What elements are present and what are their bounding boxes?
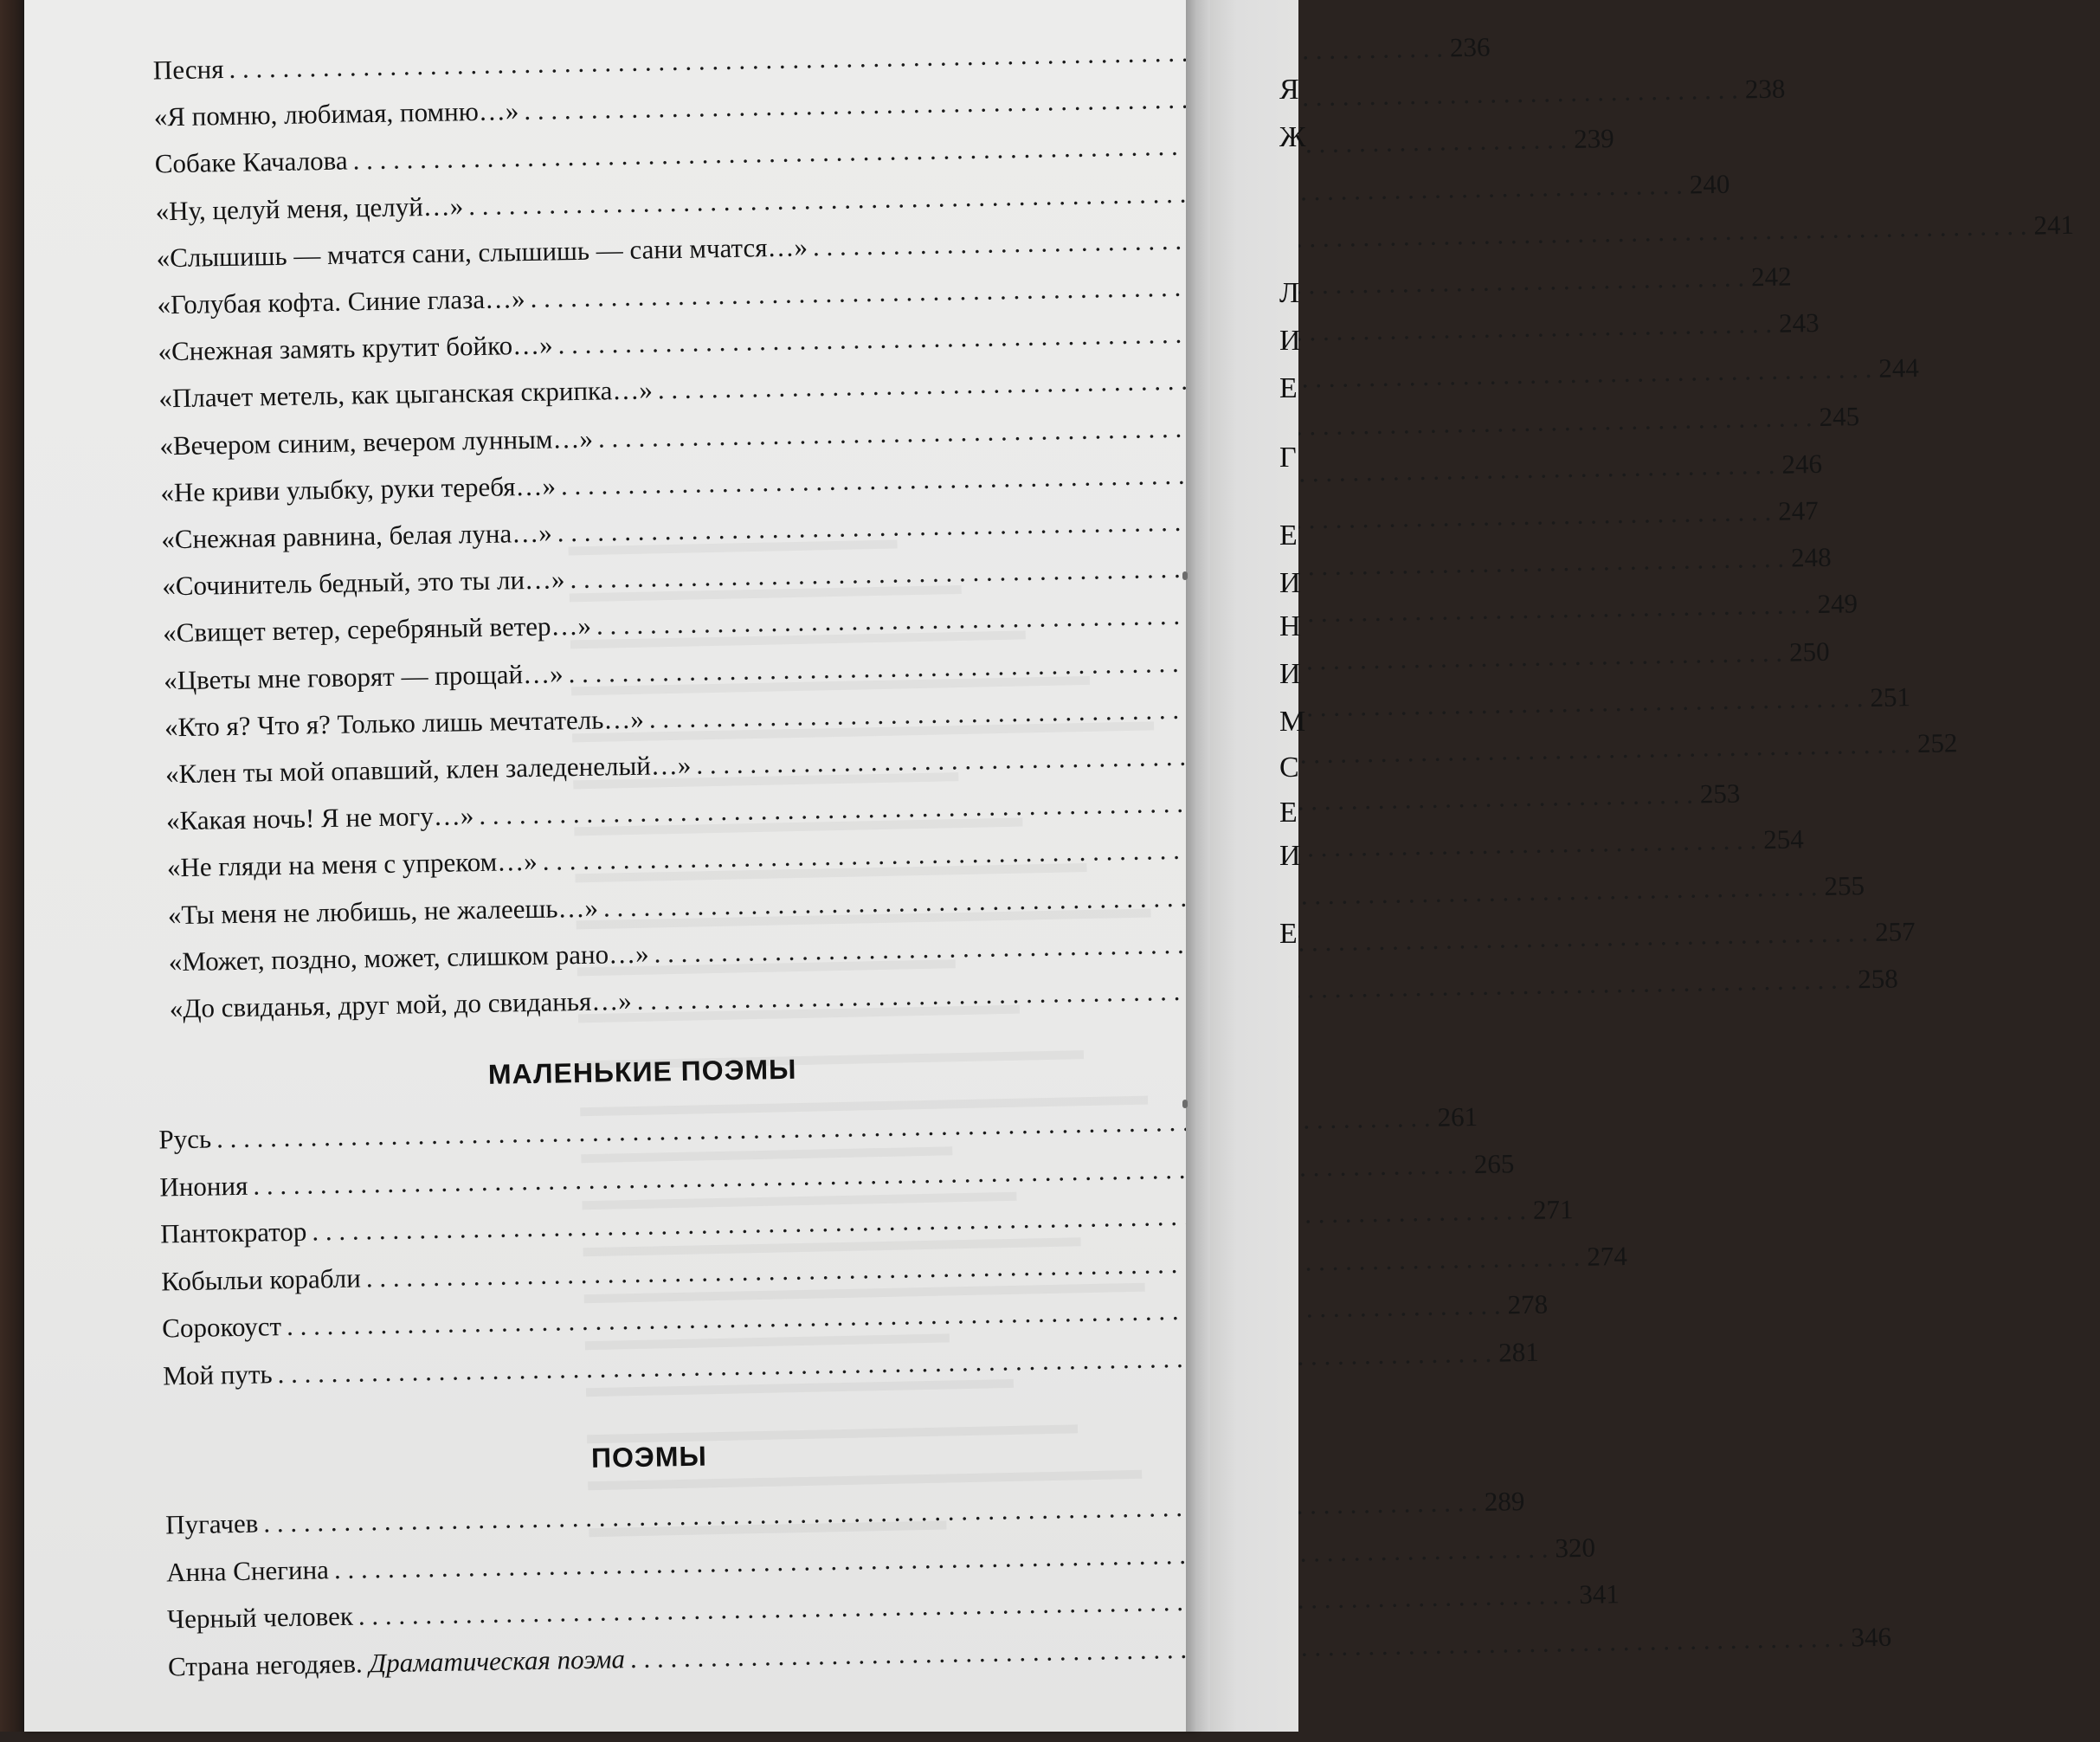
toc-entry-title (167, 842, 544, 887)
right-page-letter: И (1279, 840, 1301, 872)
right-page-letter: И (1279, 325, 1301, 357)
right-page-letter: С (1279, 752, 1299, 784)
toc-entry-page: 346 (1851, 1621, 1892, 1653)
toc-entry-title (160, 1212, 312, 1253)
toc-entry-title (160, 467, 561, 512)
toc-entry (166, 1578, 1620, 1638)
toc-entry-title-text: Песня (152, 54, 224, 86)
toc-entry (158, 307, 1820, 371)
toc-entry-page: 281 (1498, 1336, 1539, 1368)
toc-entry (157, 261, 1792, 324)
toc-entry-page: 257 (1874, 915, 1916, 947)
toc-entry-page: 255 (1824, 869, 1865, 901)
toc-entry-title-text: «Какая ночь! Я не могу…» (165, 800, 474, 836)
show-through-line (580, 1108, 952, 1163)
toc-entry-page: 236 (1449, 31, 1491, 63)
right-page-letter: Л (1279, 277, 1300, 309)
show-through-texture (568, 496, 1195, 1537)
toc-entry-title (165, 1505, 264, 1545)
toc-entry-title-text: «Я помню, любимая, помню…» (153, 95, 519, 132)
toc-entry-title (168, 1640, 631, 1686)
toc-entry-title (154, 142, 353, 184)
toc-entry-page: 250 (1788, 636, 1830, 668)
toc-entry-title-text: Страна негодяев. (167, 1648, 363, 1681)
toc-entry (153, 73, 1786, 137)
toc-entry (165, 1532, 1596, 1591)
toc-entry-title-text: Пугачев (164, 1507, 259, 1540)
show-through-line (569, 547, 962, 602)
toc-entry-title-text: «Вечером синим, вечером лунным…» (159, 423, 594, 461)
toc-entry-page: 341 (1579, 1578, 1620, 1610)
show-through-line (568, 502, 898, 556)
toc-entry (167, 1621, 1892, 1686)
toc-entry-page: 245 (1819, 400, 1860, 432)
toc-entry-title-text: «Снежная замять крутит бойко…» (158, 329, 553, 367)
toc-entry-title-text: «Слышишь — мчатся сани, слышишь — сани мчатся…» (156, 231, 808, 274)
toc-entry-title-text: «Может, поздно, может, слишком рано…» (168, 938, 649, 977)
toc-entry-title-text: Мой путь (162, 1358, 273, 1391)
toc-entry-subtitle: Драматическая поэма (369, 1642, 626, 1678)
toc-entry-title (158, 326, 558, 371)
toc-entry-title (159, 1166, 254, 1206)
toc-entry-title-text: Анна Снегина (165, 1553, 330, 1587)
toc-entry-title-text: «Сочинитель бедный, это ты ли…» (161, 564, 565, 602)
toc-entry-title-text: «Свищет ветер, серебряный ветер…» (162, 610, 592, 648)
toc-entry-page: 241 (2033, 209, 2075, 241)
toc-entry-page: 243 (1778, 307, 1820, 339)
toc-entry-page: 242 (1750, 261, 1792, 293)
toc-entry-title-text: «Кто я? Что я? Только лишь мечтатель…» (164, 703, 645, 743)
left-page (24, 0, 2075, 1732)
toc-entry-title (155, 187, 468, 230)
toc-entry-page: 289 (1484, 1486, 1525, 1517)
right-page-letter: И (1279, 658, 1301, 690)
toc-entry-page: 265 (1473, 1147, 1515, 1179)
toc-entry-title-text: «Не криви улыбку, руки теребя…» (160, 470, 557, 508)
toc-entry-page: 249 (1817, 588, 1858, 620)
right-page-letter: Г (1279, 442, 1297, 474)
toc-entry (154, 123, 1614, 184)
toc-entry (155, 168, 1730, 230)
toc-entry-title (158, 1119, 216, 1158)
toc-entry-page: 238 (1744, 73, 1786, 105)
binding-thread (1182, 1100, 1188, 1108)
toc-entry-title-text: Русь (158, 1123, 212, 1155)
toc-entry-title (161, 1259, 366, 1300)
toc-entry-title-text: «Голубая кофта. Синие глаза…» (157, 283, 525, 320)
toc-entry-title-text: Пантократор (160, 1216, 307, 1249)
toc-entry-title-text: Инония (159, 1170, 248, 1203)
section-heading: МАЛЕНЬКИЕ ПОЭМЫ (487, 1053, 797, 1090)
toc-entry-title (164, 655, 569, 700)
section-heading: ПОЭМЫ (590, 1440, 708, 1474)
toc-entry-title-text: «Плачет метель, как цыганская скрипка…» (158, 374, 654, 414)
toc-entry-title (163, 1355, 278, 1395)
toc-entry-title-text: «Снежная равнина, белая луна…» (161, 517, 552, 555)
toc-entry-title-text: «До свиданья, друг мой, до свиданья…» (169, 984, 632, 1024)
right-page-letter: Е (1279, 918, 1298, 950)
right-page-letter: Е (1279, 797, 1298, 829)
toc-entry-page: 240 (1689, 168, 1730, 200)
toc-entry-title (159, 419, 598, 465)
toc-entry-page: 248 (1790, 541, 1832, 573)
toc-entry-page: 244 (1878, 352, 1920, 384)
toc-entry (152, 31, 1491, 89)
right-page-letter: Е (1279, 372, 1298, 404)
right-page-letter: Е (1279, 519, 1298, 552)
toc-entry-page: 254 (1762, 823, 1805, 855)
toc-entry-page: 271 (1532, 1194, 1574, 1225)
toc-entry-title (157, 280, 531, 325)
toc-entry-page: 278 (1507, 1288, 1549, 1320)
binding-thread (1182, 571, 1188, 580)
toc-entry-title (163, 607, 597, 653)
show-through-line (588, 1483, 946, 1538)
toc-entry-title-text: «Ты меня не любишь, не жалеешь…» (167, 892, 599, 930)
show-through-line (577, 921, 956, 976)
toc-entry-title (169, 982, 637, 1028)
toc-entry-title-text: «Клен ты мой опавший, клен заледенелый…» (164, 749, 692, 790)
show-through-line (584, 1295, 950, 1350)
toc-entry-title (153, 50, 229, 90)
toc-entry-title (167, 1597, 358, 1639)
toc-entry-page: 253 (1699, 777, 1741, 810)
book-spine (1186, 0, 1212, 1732)
toc-entry-page: 246 (1781, 448, 1823, 480)
right-page-letter: Я (1279, 74, 1299, 106)
toc-entry-page: 320 (1555, 1532, 1596, 1563)
toc-entry-title-text: Сорокоуст (161, 1311, 282, 1344)
right-page-letter: Н (1279, 610, 1301, 642)
toc-entry-title-text: «Не гляди на меня с упреком…» (166, 846, 538, 883)
toc-entry-title (166, 1551, 335, 1591)
toc-entry-title (153, 92, 524, 136)
toc-entry-page: 239 (1573, 123, 1614, 155)
toc-entry-page: 274 (1586, 1240, 1628, 1272)
toc-entry-title (162, 560, 570, 605)
right-page-edge (1210, 0, 1306, 1732)
toc-entry-title (166, 797, 480, 840)
toc-entry-title (162, 1307, 287, 1348)
toc-entry-title-text: Кобыльи корабли (160, 1262, 362, 1297)
toc-entry-title (161, 513, 557, 558)
toc-entry-page: 251 (1870, 681, 1911, 713)
toc-entry-title-text: Черный человек (166, 1600, 354, 1635)
right-page-letter: И (1279, 567, 1301, 599)
toc-entry-title-text: «Ну, целуй меня, целуй…» (155, 190, 464, 227)
toc-entry-page: 261 (1437, 1100, 1478, 1132)
toc-entry-title (156, 228, 813, 277)
toc-entry-page: 252 (1916, 727, 1958, 759)
toc-entry-page: 258 (1857, 963, 1899, 995)
toc-entry-title (158, 371, 658, 418)
toc-entry-title-text: Собаке Качалова (154, 145, 348, 179)
toc-entry-title-text: «Цветы мне говорят — прощай…» (163, 657, 564, 695)
right-page-letter: Ж (1279, 121, 1306, 153)
toc-entry-title (168, 888, 604, 934)
show-through-line (572, 734, 958, 789)
right-page-letter: М (1279, 706, 1306, 738)
toc-entry-page: 247 (1777, 494, 1820, 526)
